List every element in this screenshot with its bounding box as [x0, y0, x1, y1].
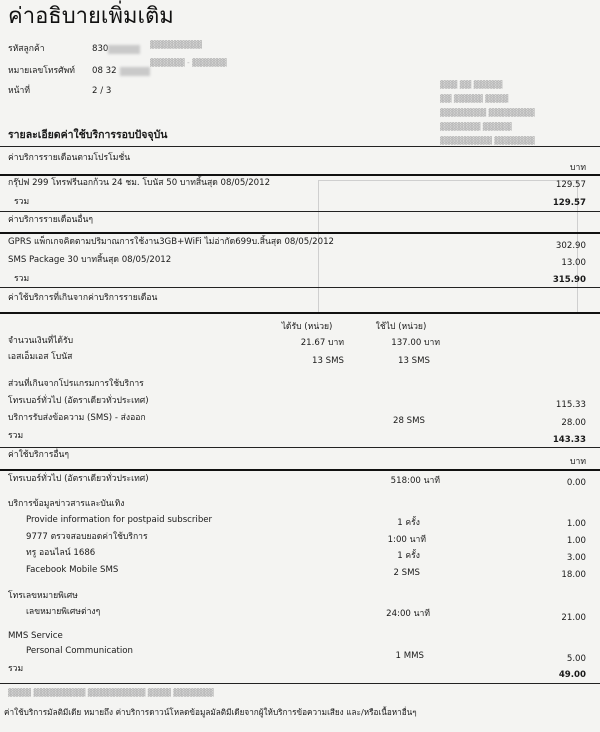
divider: [0, 174, 600, 176]
other-total-label: รวม: [8, 664, 24, 674]
ghost-text: ▓▓ ▓▓▓▓▓ ▓▓▓▓: [440, 94, 509, 103]
usage-row1-label: จำนวนเงินที่ได้รับ: [8, 336, 74, 346]
other-info4: Facebook Mobile SMS: [26, 565, 119, 575]
usage-row1-used: 137.00 บาท: [391, 338, 440, 348]
page-title: ค่าอธิบายเพิ่มเติม: [8, 4, 174, 29]
other-info-heading: บริการข้อมูลข่าวสารและบันเทิง: [8, 499, 125, 509]
other-mms1-units: 1 MMS: [395, 651, 424, 661]
other-info4-amount: 18.00: [561, 570, 586, 580]
other-mms-heading: MMS Service: [8, 631, 63, 641]
ghost-text: ▓▓▓▓▓▓▓▓ ▓▓▓▓▓▓▓▓: [440, 108, 535, 117]
divider: [0, 469, 600, 471]
phone-value: 08 32: [92, 66, 117, 76]
other-call-label: โทรเบอร์ทั่วไป (อัตราเดียวทั่วประเทศ): [8, 474, 149, 484]
excess-item2-units: 28 SMS: [393, 416, 425, 426]
block1-other-heading: ค่าบริการรายเดือนอื่นๆ: [8, 215, 93, 225]
divider: [0, 232, 600, 234]
block1-heading: ค่าบริการรายเดือนตามโปรโมชั่น: [8, 153, 131, 163]
other-mms1: Personal Communication: [26, 646, 133, 656]
redacted-mark: [108, 45, 140, 54]
other-unit: บาท: [570, 457, 586, 467]
other-info3-units: 1 ครั้ง: [397, 551, 420, 561]
divider: [0, 211, 600, 212]
other-info2-units: 1:00 นาที: [387, 535, 426, 545]
other-total-amount: 49.00: [558, 670, 586, 680]
usage-row1-received: 21.67 บาท: [300, 338, 344, 348]
block1-item-amount: 129.57: [555, 180, 586, 190]
divider: [0, 146, 600, 147]
excess-total-label: รวม: [8, 431, 24, 441]
other-info4-units: 2 SMS: [393, 568, 420, 578]
ghost-text: ▓▓▓ ▓▓ ▓▓▓▓▓: [440, 80, 503, 89]
divider: [0, 447, 600, 448]
customer-code-label: รหัสลูกค้า: [8, 44, 45, 54]
section-title: รายละเอียดค่าใช้บริการรอบปัจจุบัน: [8, 129, 168, 141]
redacted-mark: [120, 67, 150, 76]
page-label: หน้าที่: [8, 86, 31, 96]
other-info2-amount: 1.00: [566, 536, 586, 546]
divider: [0, 683, 600, 684]
other-special1-amount: 21.00: [561, 613, 586, 623]
excess-heading: ส่วนที่เกินจากโปรแกรมการใช้บริการ: [8, 379, 144, 389]
other-info3: ทรู ออนไลน์ 1686: [26, 548, 96, 558]
ghost-text: ▓▓▓▓▓▓▓▓▓ ▓▓▓▓▓▓▓: [440, 136, 535, 145]
page-value: 2 / 3: [92, 86, 112, 96]
other-info1: Provide information for postpaid subscriber: [26, 515, 213, 525]
block2-item2: SMS Package 30 บาทสิ้นสุด 08/05/2012: [8, 255, 172, 265]
usage-row2-label: เอสเอ็มเอส โบนัส: [8, 352, 73, 362]
other-call-units: 518:00 นาที: [390, 476, 440, 486]
usage-row2-used: 13 SMS: [398, 356, 430, 366]
block2-excess-heading: ค่าใช้บริการที่เกินจากค่าบริการรายเดือน: [8, 293, 158, 303]
block1-total-label: รวม: [14, 197, 30, 207]
excess-item1-amount: 115.33: [555, 400, 586, 410]
ghost-text: ▓▓▓▓▓▓▓ ▓▓▓▓▓: [440, 122, 512, 131]
other-info1-amount: 1.00: [566, 519, 586, 529]
block2-total-label: รวม: [14, 274, 30, 284]
block2-item1-amount: 302.90: [555, 241, 586, 251]
excess-total-amount: 143.33: [552, 435, 586, 445]
ghost-box: [318, 180, 578, 314]
divider: [0, 312, 600, 314]
block1-item: กรุ๊ปฟ 299 โทรฟรีนอกก้วน 24 ชม. โบนัส 50 บาทสิ้นสุด 08/05/2012: [8, 178, 271, 188]
other-info2: 9777 ตรวจสอบยอดค่าใช้บริการ: [26, 532, 148, 542]
ghost-text: ▓▓▓▓▓▓▓▓▓: [150, 40, 202, 49]
divider: [0, 287, 600, 288]
block2-item1: GPRS แพ็กเกจคิดตามปริมาณการใช้งาน3GB+WiFi ไม่อ่ากัด699บ.สิ้นสุด 08/05/2012: [8, 237, 334, 247]
ghost-text: ▓▓▓▓▓▓ - ▓▓▓▓▓▓: [150, 58, 227, 67]
other-mms1-amount: 5.00: [566, 654, 586, 664]
block1-unit: บาท: [570, 163, 586, 173]
other-info1-units: 1 ครั้ง: [397, 518, 420, 528]
customer-code-value: 830: [92, 44, 109, 54]
footer-note: ค่าใช้บริการมัลติมีเดีย หมายถึง ค่าบริการดาวน์โหลดข้อมูลมัลติมีเดียจากผู้ให้บริการข้อความเสียง และ/หรือเนื้อหาอื่นๆ: [4, 707, 417, 717]
other-special-heading: โทรเลขหมายพิเศษ: [8, 591, 78, 601]
usage-col-received: ได้รับ (หน่วย): [281, 322, 333, 332]
block1-total-amount: 129.57: [552, 198, 586, 208]
other-heading: ค่าใช้บริการอื่นๆ: [8, 450, 69, 460]
excess-item2: บริการรับส่งข้อความ (SMS) - ส่งออก: [8, 413, 146, 423]
other-special1: เลขหมายพิเศษต่างๆ: [26, 607, 101, 617]
excess-item2-amount: 28.00: [561, 418, 586, 428]
ghost-text: ▓▓▓▓ ▓▓▓▓▓▓▓▓▓ ▓▓▓▓▓▓▓▓▓▓ ▓▓▓▓ ▓▓▓▓▓▓▓: [8, 688, 214, 697]
block2-item2-amount: 13.00: [561, 258, 586, 268]
usage-row2-received: 13 SMS: [312, 356, 344, 366]
other-special1-units: 24:00 นาที: [386, 609, 430, 619]
phone-label: หมายเลขโทรศัพท์: [8, 66, 75, 76]
usage-col-used: ใช้ไป (หน่วย): [375, 322, 427, 332]
block2-total-amount: 315.90: [552, 275, 586, 285]
excess-item1: โทรเบอร์ทั่วไป (อัตราเดียวทั่วประเทศ): [8, 396, 149, 406]
other-info3-amount: 3.00: [566, 553, 586, 563]
other-call-amount: 0.00: [566, 478, 586, 488]
